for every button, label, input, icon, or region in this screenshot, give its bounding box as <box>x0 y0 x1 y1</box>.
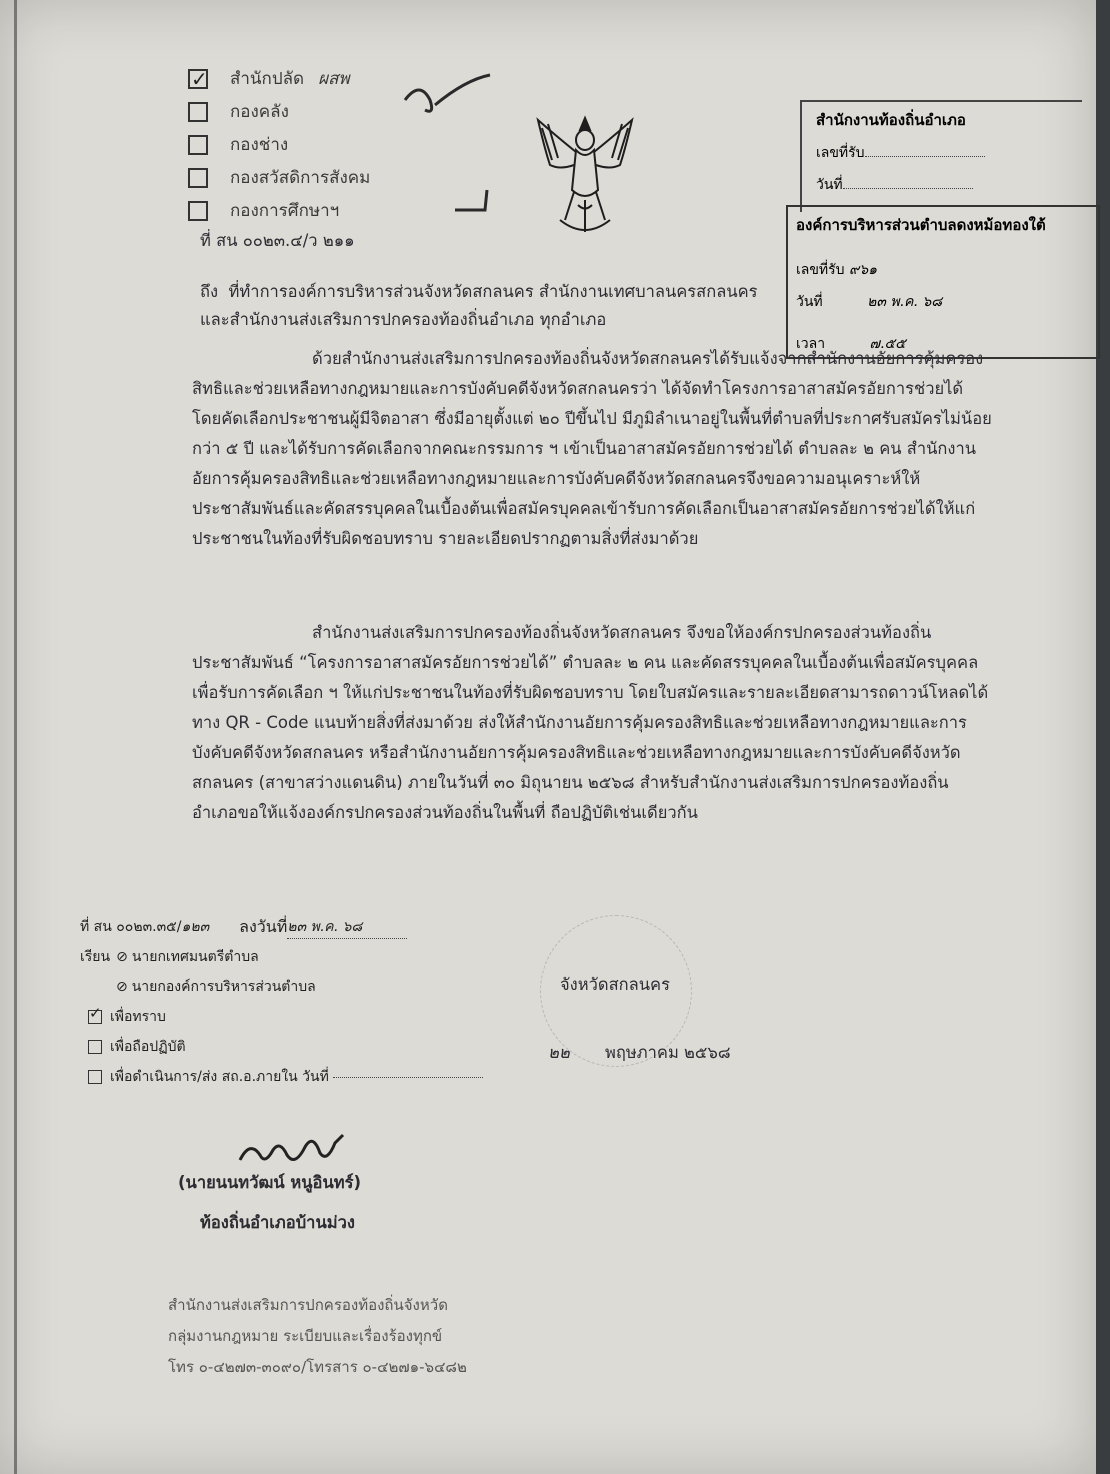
handwritten-note: ผสพ <box>318 68 350 89</box>
recipient-label: นายกองค์การบริหารส่วนตำบล <box>131 979 316 995</box>
forward-to-label: เรียน <box>80 949 111 965</box>
stamp-receipt-line <box>796 259 1098 281</box>
province-label: จังหวัดสกลนคร <box>560 975 670 994</box>
stamp-label: เลขที่รับ <box>816 145 865 161</box>
forward-option-row <box>80 1062 483 1092</box>
routing-item <box>188 161 370 194</box>
checkbox-icon <box>88 1040 102 1054</box>
sign-date-day: ๒๒ <box>548 1043 570 1062</box>
checkbox-checked-icon <box>88 1010 102 1024</box>
org-receipt-stamp <box>786 205 1100 359</box>
stamp-date-line <box>796 291 1098 313</box>
footer-block <box>168 1290 467 1383</box>
routing-item <box>188 128 370 161</box>
handwritten-signature-icon <box>235 1125 355 1175</box>
forward-ref-line <box>80 912 483 942</box>
option-label: เพื่อถือปฏิบัติ <box>110 1039 186 1055</box>
forward-recipient-row <box>80 972 483 1002</box>
checkbox-checked-icon <box>188 69 208 89</box>
forward-recipient-row <box>80 942 483 972</box>
circle-mark-icon: ⊘ <box>116 949 128 965</box>
stamp-receipt-line <box>816 142 1082 164</box>
stamp-title: องค์การบริหารส่วนตำบลดงหม้อทองใต้ <box>796 216 1046 234</box>
district-receipt-stamp <box>800 100 1082 212</box>
circle-mark-icon: ⊘ <box>116 979 128 995</box>
option-label: เพื่อทราบ <box>110 1009 166 1025</box>
checkbox-icon <box>188 168 208 188</box>
signer-position: ท้องถิ่นอำเภอบ้านม่วง <box>200 1213 355 1232</box>
routing-item <box>188 194 370 227</box>
checkbox-icon <box>188 201 208 221</box>
stamp-label: วันที่ <box>816 177 843 193</box>
stamp-handwritten-value: ๒๓ พ.ค. ๖๘ <box>867 294 943 310</box>
checkbox-icon <box>188 135 208 155</box>
body-paragraph-2: สำนักงานส่งเสริมการปกครองท้องถิ่นจังหวัดสกลนคร จึงขอให้องค์กรปกครองส่วนท้องถิ่นประชาสัมพันธ์ “โครงการอาสาสมัครอัยการช่วยได้” ตำบลละ ๒ คน และคัดสรรบุคคลในเบื้องต้นเพื่อสมัครบุคคลเพื่อรับการคัดเลือก ฯ ให้แก่ประชาชนในท้องที่รับผิดชอบทราบ โดยใบสมัครและรายละเอียดสามารถดาวน์โหลดได้ทาง QR - Code แนบท้ายสิ่งที่ส่งมาด้วย ส่งให้สำนักงานอัยการคุ้มครองสิทธิและช่วยเหลือทางกฎหมายและการบังคับคดีจังหวัดสกลนคร หรือสำนักงานอัยการคุ้มครองสิทธิและช่วยเหลือทางกฎหมายและการบังคับคดีจังหวัดสกลนคร (สาขาสว่างแดนดิน) ภายในวันที่ ๓๐ มิถุนายน ๒๕๖๘ สำหรับสำนักงานส่งเสริมการปกครองท้องถิ่นอำเภอขอให้แจ้งองค์กรปกครองส่วนท้องถิ่นในพื้นที่ ถือปฏิบัติเช่นเดียวกัน <box>192 623 989 822</box>
forward-date-label: ลงวันที่ <box>239 916 288 936</box>
recipient-label: นายกเทศมนตรีตำบล <box>131 949 259 965</box>
stamp-handwritten-value: ๙๖๑ <box>849 262 878 278</box>
routing-label: กองสวัสดิการสังคม <box>230 167 371 188</box>
routing-item <box>188 62 370 95</box>
stamp-title: สำนักงานท้องถิ่นอำเภอ <box>816 111 966 129</box>
document-reference: ที่ สน ๐๐๒๓.๔/ว ๒๑๑ <box>200 231 355 250</box>
forward-option-row <box>80 1002 483 1032</box>
footer-contact: โทร ๐-๔๒๗๓-๓๐๙๐/โทรสาร ๐-๔๒๗๑-๖๔๘๒ <box>168 1358 467 1376</box>
routing-label: กองช่าง <box>230 134 289 155</box>
routing-label: กองการศึกษาฯ <box>230 200 340 221</box>
forward-ref-handwritten: ๑๒๓ <box>181 919 210 935</box>
checkbox-icon <box>188 102 208 122</box>
routing-checklist <box>188 62 370 227</box>
to-label: ถึง <box>200 282 219 301</box>
forward-block <box>80 912 483 1092</box>
stamp-date-line <box>816 174 1082 196</box>
footer-office: สำนักงานส่งเสริมการปกครองท้องถิ่นจังหวัด <box>168 1296 448 1314</box>
stamp-handwritten-value: ๗.๕๕ <box>869 336 906 352</box>
routing-label: สำนักปลัด <box>230 68 305 89</box>
forward-option-row <box>80 1032 483 1062</box>
forward-ref: ที่ สน ๐๐๒๓.๓๕/ <box>80 919 182 935</box>
sign-date-month-year: พฤษภาคม ๒๕๖๘ <box>605 1043 731 1062</box>
stamp-label: เวลา <box>796 336 826 352</box>
handwritten-scribble-icon <box>395 70 505 220</box>
sign-date <box>548 1040 731 1066</box>
routing-item <box>188 95 370 128</box>
garuda-emblem-icon <box>530 110 640 240</box>
addressee-block <box>200 278 790 334</box>
signer-name: (นายนนทวัฒน์ หนูอินทร์) <box>178 1173 362 1192</box>
checkbox-icon <box>88 1070 102 1084</box>
option-label: เพื่อดำเนินการ/ส่ง สถ.อ.ภายใน วันที่ <box>110 1069 329 1085</box>
forward-date-handwritten: ๒๓ พ.ค. ๖๘ <box>287 916 407 939</box>
footer-division: กลุ่มงานกฎหมาย ระเบียบและเรื่องร้องทุกข์ <box>168 1327 443 1345</box>
stamp-label: วันที่ <box>796 294 823 310</box>
body-paragraph-1: ด้วยสำนักงานส่งเสริมการปกครองท้องถิ่นจังหวัดสกลนครได้รับแจ้งจากสำนักงานอัยการคุ้มครองสิทธิและช่วยเหลือทางกฎหมายและการบังคับคดีจังหวัดสกลนครว่า ได้จัดทำโครงการอาสาสมัครอัยการช่วยได้ โดยคัดเลือกประชาชนผู้มีจิตอาสา ซึ่งมีอายุตั้งแต่ ๒๐ ปีขึ้นไป มีภูมิลำเนาอยู่ในพื้นที่ตำบลที่ประกาศรับสมัครไม่น้อยกว่า ๕ ปี และได้รับการคัดเลือกจากคณะกรรมการ ฯ เข้าเป็นอาสาสมัครอัยการช่วยได้ ตำบลละ ๒ คน สำนักงานอัยการคุ้มครองสิทธิและช่วยเหลือทางกฎหมายและการบังคับคดีจังหวัดสกลนครจึงขอความอนุเคราะห์ให้ประชาสัมพันธ์และคัดสรรบุคคลในเบื้องต้นเพื่อสมัครบุคคลเข้ารับการคัดเลือกเป็นอาสาสมัครอัยการช่วยได้ให้แก่ประชาชนในท้องที่รับผิดชอบทราบ รายละเอียดปรากฏตามสิ่งที่ส่งมาด้วย <box>192 349 992 548</box>
routing-label: กองคลัง <box>230 101 289 122</box>
stamp-label: เลขที่รับ <box>796 262 845 278</box>
addressee-text: ที่ทำการองค์การบริหารส่วนจังหวัดสกลนคร สำนักงานเทศบาลนครสกลนคร และสำนักงานส่งเสริมการปกครองท้องถิ่นอำเภอ ทุกอำเภอ <box>200 282 758 329</box>
